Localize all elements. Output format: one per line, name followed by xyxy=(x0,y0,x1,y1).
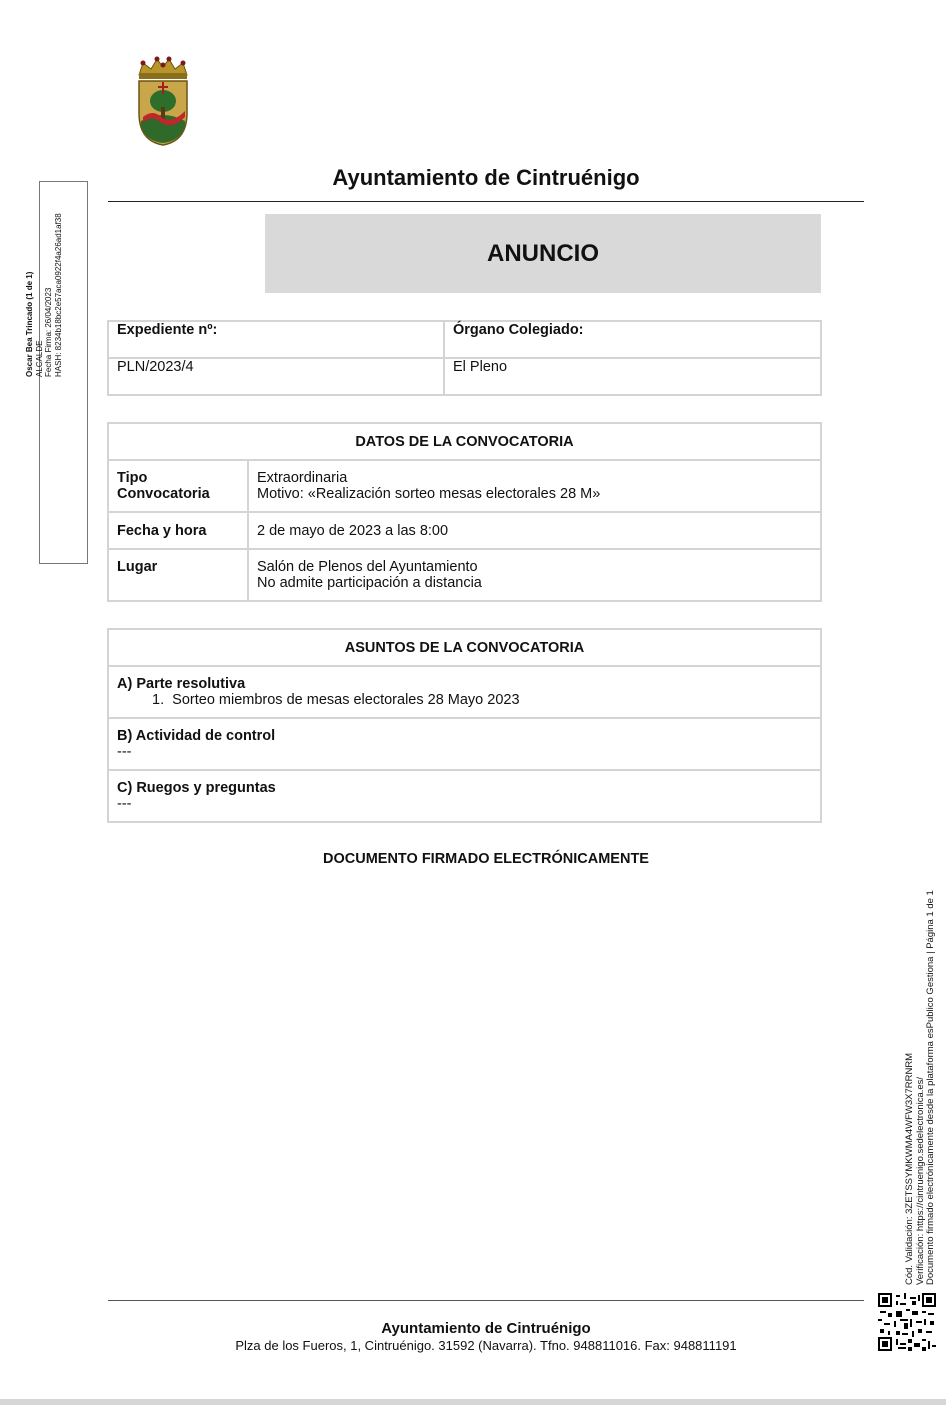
tipo-cell xyxy=(248,460,821,512)
expediente-table xyxy=(107,320,822,396)
lugar-cell xyxy=(248,549,821,601)
asunto-c-value: --- xyxy=(117,796,132,812)
lugar-value: Salón de Plenos del Ayuntamiento xyxy=(257,559,478,575)
asuntos-heading: ASUNTOS DE LA CONVOCATORIA xyxy=(108,629,821,666)
motivo-value: Motivo: «Realización sorteo mesas electorales 28 M» xyxy=(257,486,601,502)
footer-address: Plza de los Fueros, 1, Cintruénigo. 31592 (Navarra). Tfno. 948811016. Fax: 948811191 xyxy=(235,1338,737,1353)
tipo-value: Extraordinaria xyxy=(257,470,348,486)
asunto-a-item-text: Sorteo miembros de mesas electorales 28 Mayo 2023 xyxy=(172,692,520,708)
signature-date: Fecha Firma: 26/04/2023 xyxy=(44,287,53,377)
page-title: Ayuntamiento de Cintruénigo xyxy=(332,165,640,190)
lugar-label: Lugar xyxy=(108,549,248,601)
announcement-banner xyxy=(265,214,821,293)
asunto-a-title: A) Parte resolutiva xyxy=(117,676,246,692)
validation-note: Documento firmado electrónicamente desde la plataforma esPublico Gestiona | Página 1 de 1 xyxy=(925,890,936,1285)
asuntos-table xyxy=(107,628,822,823)
asunto-b xyxy=(108,718,821,770)
signed-notice: DOCUMENTO FIRMADO ELECTRÓNICAMENTE xyxy=(323,851,649,867)
announcement-title: ANUNCIO xyxy=(487,239,599,267)
asunto-b-title: B) Actividad de control xyxy=(117,728,276,744)
expediente-label: Expediente nº: xyxy=(108,321,444,358)
asunto-c-title: C) Ruegos y preguntas xyxy=(117,780,276,796)
asunto-a xyxy=(108,666,821,718)
convocatoria-heading: DATOS DE LA CONVOCATORIA xyxy=(108,423,821,460)
lugar-note: No admite participación a distancia xyxy=(257,575,482,591)
footer-divider xyxy=(108,1300,864,1301)
organo-label: Órgano Colegiado: xyxy=(444,321,821,358)
organo-value: El Pleno xyxy=(444,358,821,395)
footer-title: Ayuntamiento de Cintruénigo xyxy=(381,1320,591,1337)
fecha-label: Fecha y hora xyxy=(108,512,248,549)
expediente-value: PLN/2023/4 xyxy=(108,358,444,395)
coat-of-arms-logo xyxy=(131,55,195,147)
convocatoria-table xyxy=(107,422,822,602)
asunto-a-item xyxy=(117,692,812,708)
validation-text xyxy=(905,890,937,1285)
validation-url: Verificación: https://cintruenigo.sedelectronica.es/ xyxy=(914,1076,926,1285)
signature-stamp xyxy=(25,192,63,377)
asunto-c xyxy=(108,770,821,822)
signature-stamp-text xyxy=(25,213,63,377)
asunto-b-value: --- xyxy=(117,744,132,760)
signature-hash: HASH: 8234b18bc2e57aca0922f4a26ad1af38 xyxy=(53,213,63,377)
header-divider xyxy=(108,201,864,202)
fecha-value: 2 de mayo de 2023 a las 8:00 xyxy=(248,512,821,549)
signature-name: Oscar Bea Trincado (1 de 1) xyxy=(25,271,34,377)
signature-role: ALCALDE xyxy=(34,340,44,377)
asunto-a-item-number: 1. xyxy=(152,692,165,708)
qr-code-icon[interactable] xyxy=(878,1293,936,1351)
validation-code: Cód. Validación: 3ZETSSYMKWMA4WFW3X7RRNRM xyxy=(904,1052,915,1285)
page-bottom-edge xyxy=(0,1399,946,1405)
tipo-label: Tipo Convocatoria xyxy=(108,460,248,512)
